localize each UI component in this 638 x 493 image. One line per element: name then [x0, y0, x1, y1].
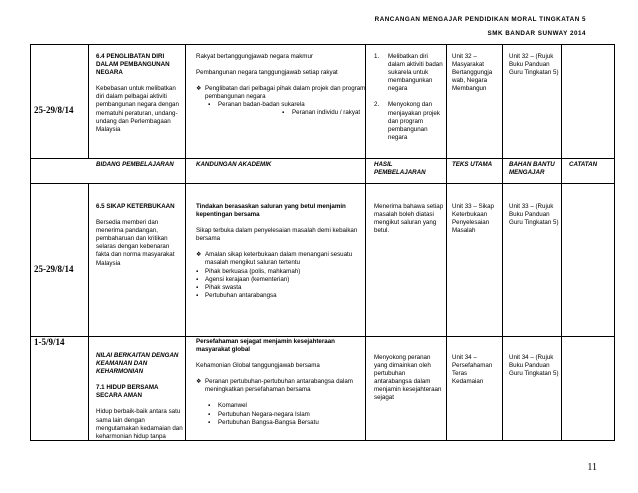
square-bullet-icon: ▪	[196, 291, 199, 299]
row3-square-item: ▪ Pertubuhan Negara-negara Islam	[208, 410, 310, 418]
row1-date: 25-29/8/14	[34, 105, 74, 115]
row2-date: 25-29/8/14	[34, 264, 74, 274]
row-divider	[31, 336, 614, 337]
col-divider	[88, 45, 89, 158]
col-header-hasil: HASIL PEMBELAJARAN	[374, 161, 426, 177]
square-bullet-icon: ▪	[196, 283, 199, 291]
col-divider	[502, 45, 503, 441]
col-divider	[561, 45, 562, 441]
row2-square-item: ▪ Agensi kerajaan (kementerian)	[196, 275, 290, 283]
col-divider	[446, 45, 447, 441]
col-divider	[185, 45, 186, 441]
row1-topic	[96, 53, 182, 134]
document-header-title: RANCANGAN MENGAJAR PENDIDIKAN MORAL TINGKATAN 5	[374, 16, 586, 23]
row1-bullet: ❖ Penglibatan dari pelbagai pihak dalam projek dan program pembangunan negara	[196, 85, 366, 101]
row3-topic-title: NILAI BERKAITAN DENGAN KEAMANAN DAN KEHARMONIAN	[96, 352, 179, 376]
col-header-catatan: CATATAN	[569, 161, 598, 168]
col-header-teks: TEKS UTAMA	[452, 161, 493, 168]
col-header-bidang: BIDANG PEMBELAJARAN	[96, 161, 174, 168]
row1-material: Unit 32 – (Rujuk Buku Panduan Guru Tingkatan 5)	[509, 53, 559, 77]
row2-content-line: Sikap terbuka dalam penyelesaian masalah demi kebaikan bersama	[196, 227, 358, 243]
col-divider	[88, 183, 89, 441]
square-bullet-icon: ▪	[196, 267, 199, 275]
row1-right-square: ▪ Peranan individu / rakyat	[282, 109, 361, 117]
col-header-kandungan: KANDUNGAN AKADEMIK	[196, 161, 272, 168]
row3-content	[196, 338, 364, 427]
row3-date: 1-5/9/14	[34, 337, 65, 347]
row3-subtopic-title: 7.1 HIDUP BERSAMA SECARA AMAN	[96, 384, 159, 400]
square-bullet-icon: ▪	[208, 410, 211, 418]
row1-content-title: Rakyat bertanggungjawab negara makmur	[196, 53, 313, 60]
row3-square-item: ▪ Pertubuhan Bangsa-Bangsa Bersatu	[208, 418, 319, 426]
square-bullet-icon: ▪	[196, 275, 199, 283]
row2-square-item: ▪ Pihak berkuasa (polis, mahkamah)	[196, 267, 301, 275]
row1-outcome-item: 1. Melibatkan diri dalam aktiviti badan sukarela untuk membangunkan negara	[374, 53, 443, 93]
row1-content	[196, 53, 366, 118]
row2-material: Unit 33 – (Rujuk Buku Panduan Guru Tingkatan 5)	[509, 203, 559, 227]
square-bullet-icon: ▪	[208, 101, 211, 109]
row2-theme: Unit 33 – Sikap Keterbukaan Penyelesaian Masalah	[452, 203, 494, 235]
row2-square-item: ▪ Pertubuhan antarabangsa	[196, 291, 277, 299]
row1-topic-desc: Kebebasan untuk melibatkan diri dalam pelbagai aktiviti pembangunan negara dengan mematuhi peraturan, undang-undang dan Perlembagaan Malaysia	[96, 85, 179, 133]
row2-content	[196, 203, 364, 300]
diamond-bullet-icon: ❖	[196, 85, 202, 93]
row-divider	[31, 158, 614, 159]
diamond-bullet-icon: ❖	[196, 378, 202, 386]
row3-content-line: Kehamonian Global tanggungjawab bersama	[196, 362, 320, 370]
row2-topic-desc: Bersedia memberi dan menerima pandangan, pembaharuan dan kritikan selaras dengan kebenaran fakta dan norma masyarakat Malaysia	[96, 219, 175, 267]
row2-content-title: Tindakan berasaskan saluran yang betul menjamin kepentingan bersama	[196, 203, 346, 219]
square-bullet-icon: ▪	[208, 402, 211, 410]
document-header-school: SMK BANDAR SUNWAY 2014	[487, 30, 586, 37]
row1-theme: Unit 32 – Masyarakat Bertanggungja wab, Negara Membangun	[452, 53, 493, 93]
row1-outcomes	[374, 53, 446, 142]
row1-topic-title: 6.4 PENGLIBATAN DIRI DALAM PEMBANGUNAN NEGARA	[96, 53, 170, 77]
row3-topic-desc: Hidup berbaik-baik antara satu sama lain dengan mengutamakan kedamaian dan keharmonian hidup tanpa	[96, 408, 183, 440]
row2-topic-title: 6.5 SIKAP KETERBUKAAN	[96, 203, 175, 210]
diamond-bullet-icon: ❖	[196, 251, 202, 259]
square-bullet-icon: ▪	[208, 418, 211, 426]
lesson-plan-table	[30, 44, 615, 441]
row1-square-item: ▪ Peranan badan-badan sukarela	[208, 101, 305, 109]
row2-bullet: ❖ Amalan sikap keterbukaan dalam menangani sesuatu masalah mengikut saluran tertentu	[196, 251, 353, 267]
square-bullet-icon: ▪	[282, 109, 285, 117]
row1-content-line: Pembangunan negara tanggungjawab setiap rakyat	[196, 69, 338, 77]
row3-material: Unit 34 – (Rujuk Buku Panduan Guru Tingkatan 5)	[509, 354, 559, 378]
row-divider	[31, 183, 614, 184]
row2-outcome: Menerima bahawa setiap masalah boleh diatasi mengikut saluran yang betul.	[374, 203, 444, 235]
page-number: 11	[587, 462, 597, 473]
row3-outcome: Menyokong peranan yang dimainkan oleh pertubuhan antarabangsa dalam menjamin kesejahteraan sejagat	[374, 354, 442, 402]
row1-outcome-item: 2. Menyokong dan menjayakan projek dan program pembangunan negara	[374, 101, 440, 141]
row3-square-item: ▪ Komanwel	[208, 402, 247, 410]
col-header-bahan: BAHAN BANTU MENGAJAR	[509, 161, 555, 177]
row3-topic	[96, 352, 184, 441]
row2-square-item: ▪ Pihak swasta	[196, 283, 242, 291]
row3-content-title: Persefahaman sejagat menjamin kesejahteraan masyarakat global	[196, 338, 335, 354]
row3-bullet: ❖ Peranan pertubuhan-pertubuhan antarabangsa dalam meningkatkan persefahaman bersama	[196, 378, 353, 394]
row2-topic	[96, 203, 182, 268]
row3-theme: Unit 34 – Persefahaman Teras Kedamaian	[452, 354, 493, 386]
